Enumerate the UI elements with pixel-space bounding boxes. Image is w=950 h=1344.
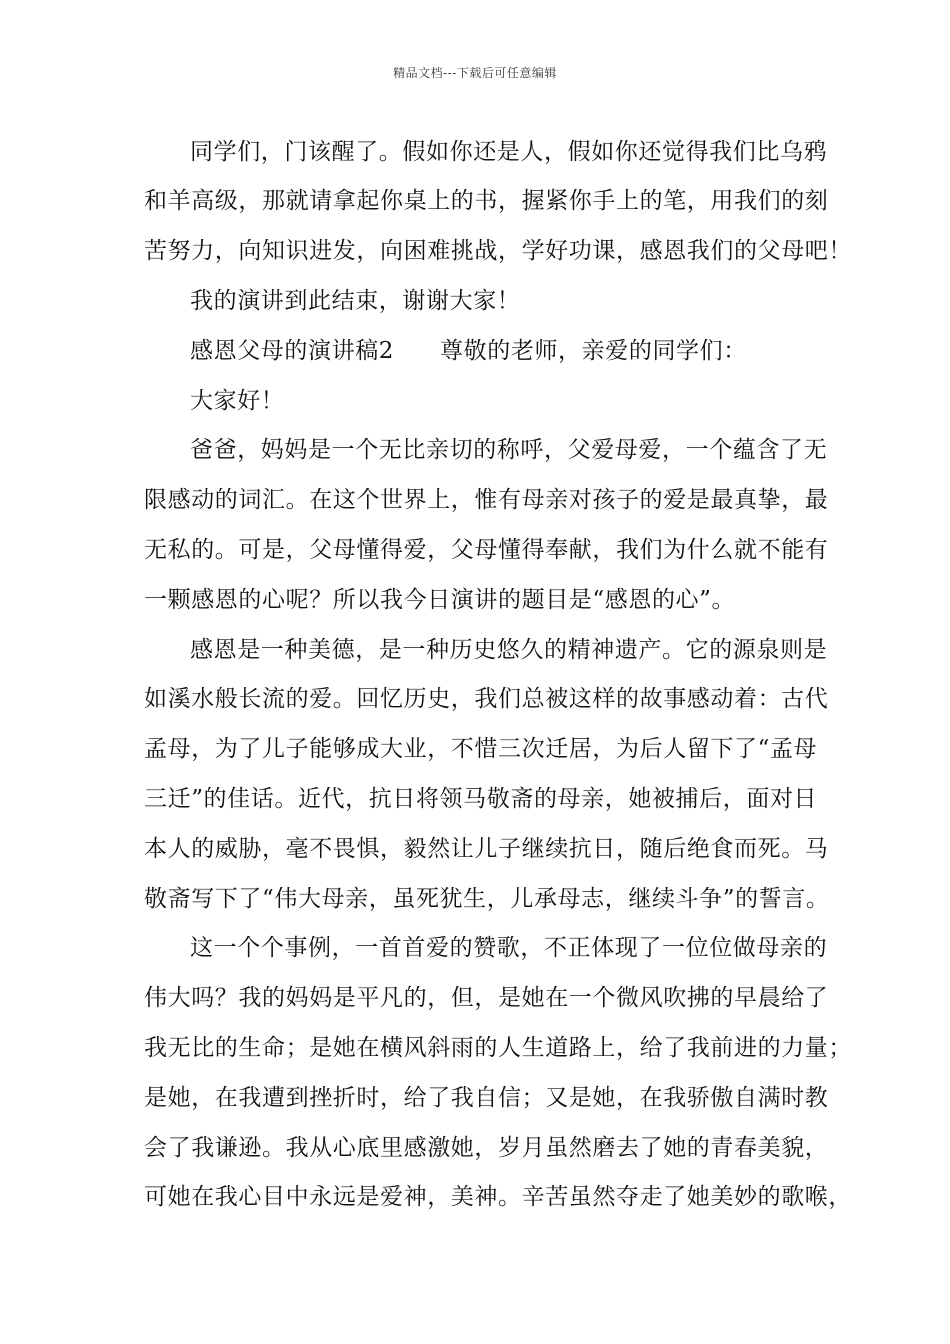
paragraph-line: 限感动的词汇。在这个世界上，惟有母亲对孩子的爱是最真挚，最 xyxy=(144,487,829,513)
paragraph-line: 同学们，门该醒了。假如你还是人，假如你还觉得我们比乌鸦 xyxy=(190,139,828,165)
paragraph-line: 本人的威胁，毫不畏惧，毅然让儿子继续抗日，随后绝食而死。马 xyxy=(144,836,829,862)
paragraph-line: 爸爸，妈妈是一个无比亲切的称呼，父爱母爱，一个蕴含了无 xyxy=(190,437,828,463)
paragraph-line: 是她，在我遭到挫折时，给了我自信；又是她，在我骄傲自满时教 xyxy=(144,1085,829,1111)
paragraph-line: 这一个个事例，一首首爱的赞歌，不正体现了一位位做母亲的 xyxy=(190,935,828,961)
paragraph-line: 感恩是一种美德，是一种历史悠久的精神遗产。它的源泉则是 xyxy=(190,637,828,663)
salutation: 尊敬的老师，亲爱的同学们： xyxy=(440,338,747,364)
page-header: 精品文档---下载后可任意编辑 xyxy=(393,66,557,80)
paragraph-line: 三迁”的佳话。近代，抗日将领马敬斋的母亲，她被捕后，面对日 xyxy=(144,786,818,812)
paragraph-line: 和羊高级，那就请拿起你桌上的书，握紧你手上的笔，用我们的刻 xyxy=(144,188,829,214)
paragraph-line: 如溪水般长流的爱。回忆历史，我们总被这样的故事感动着：古代 xyxy=(144,686,829,712)
paragraph-line: 伟大吗？我的妈妈是平凡的，但，是她在一个微风吹拂的早晨给了 xyxy=(144,985,829,1011)
paragraph-line: 我的演讲到此结束，谢谢大家！ xyxy=(190,288,521,314)
paragraph-line: 一颗感恩的心呢？所以我今日演讲的题目是“感恩的心”。 xyxy=(144,587,736,613)
paragraph-line: 无私的。可是，父母懂得爱，父母懂得奉献，我们为什么就不能有 xyxy=(144,537,829,563)
paragraph-line: 我无比的生命；是她在横风斜雨的人生道路上，给了我前进的力量； xyxy=(144,1035,852,1061)
paragraph-line: 敬斋写下了“伟大母亲，虽死犹生，儿承母志，继续斗争”的誓言。 xyxy=(144,886,830,912)
speech-heading-line xyxy=(190,336,809,366)
paragraph-line: 会了我谦逊。我从心底里感激她，岁月虽然磨去了她的青春美貌， xyxy=(144,1135,829,1161)
greeting-line: 大家好！ xyxy=(190,388,285,414)
paragraph-line: 苦努力，向知识进发，向困难挑战，学好功课，感恩我们的父母吧！ xyxy=(144,238,852,264)
paragraph-line: 可她在我心目中永远是爱神，美神。辛苦虽然夺走了她美妙的歌喉， xyxy=(144,1184,852,1210)
paragraph-line: 孟母，为了儿子能够成大业，不惜三次迁居，为后人留下了“孟母 xyxy=(144,736,818,762)
speech-title: 感恩父母的演讲稿2 xyxy=(190,338,395,364)
